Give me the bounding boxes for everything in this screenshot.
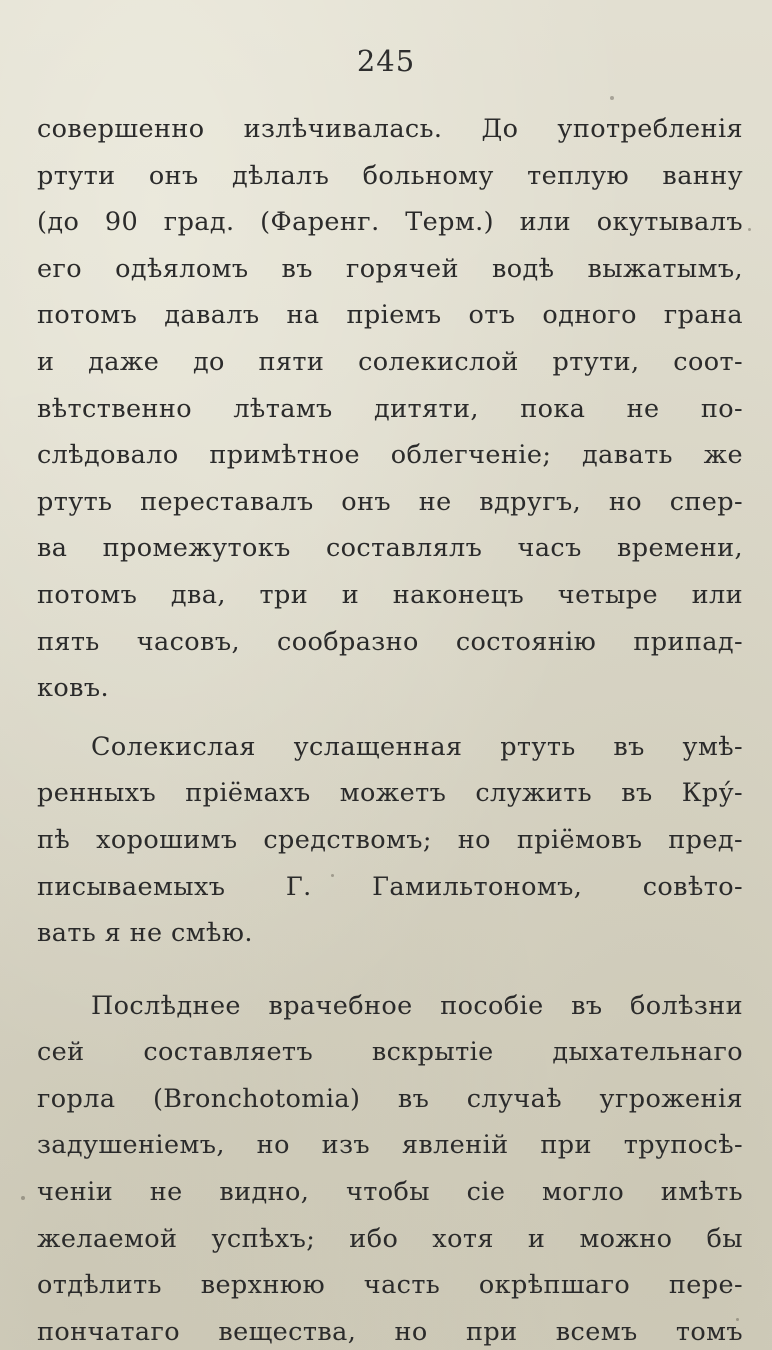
text-line: ртути онъ дѣлалъ больному теплую ванну — [37, 160, 743, 191]
paragraph — [37, 983, 743, 1350]
text-line: и даже до пяти солекислой ртути, соот- — [37, 346, 743, 377]
paper-speck — [21, 1196, 25, 1200]
text-line: пѣ хорошимъ средствомъ; но пріёмовъ пред- — [37, 824, 743, 855]
text-line: писываемыхъ Г. Гамильтономъ, совѣто- — [37, 871, 743, 902]
text-line: пять часовъ, сообразно состоянію припад- — [37, 626, 743, 657]
text-line: желаемой успѣхъ; ибо хотя и можно бы — [37, 1223, 743, 1254]
text-line: потомъ два, три и наконецъ четыре или — [37, 579, 743, 610]
text-line: ковъ. — [37, 673, 109, 704]
text-line: вать я не смѣю. — [37, 918, 253, 949]
text-line: Солекислая услащенная ртуть въ умѣ- — [91, 731, 743, 762]
paper-speck — [748, 228, 751, 231]
text-line: совершенно излѣчивалась. До употребленія — [37, 114, 743, 144]
body-text — [37, 106, 743, 1350]
text-line: сей составляетъ вскрытіе дыхательнаго — [37, 1037, 743, 1068]
paragraph-gap — [37, 957, 743, 983]
text-line: отдѣлить верхнюю часть окрѣпшаго пере- — [37, 1270, 743, 1301]
text-line: потомъ давалъ на пріемъ отъ одного грана — [37, 300, 743, 331]
text-line: Послѣднее врачебное пособіе въ болѣзни — [91, 990, 743, 1021]
paragraph — [37, 724, 743, 957]
text-line: ва промежутокъ составлялъ часъ времени, — [37, 533, 743, 564]
text-line: слѣдовало примѣтное облегченіе; давать же — [37, 440, 743, 471]
paragraph-gap — [37, 712, 743, 724]
text-line: (до 90 град. (Фаренг. Терм.) или окутывалъ — [37, 207, 743, 238]
text-line: ченіи не видно, чтобы сіе могло имѣть — [37, 1177, 743, 1208]
paragraph — [37, 106, 743, 712]
paper-speck — [610, 96, 614, 100]
text-line: пончатаго вещества, но при всемъ томъ — [37, 1316, 743, 1347]
page-number: 245 — [356, 44, 416, 78]
text-line: вѣтственно лѣтамъ дитяти, пока не по- — [37, 393, 743, 424]
text-line: его одѣяломъ въ горячей водѣ выжатымъ, — [37, 253, 743, 284]
text-line: задушеніемъ, но изъ явленій при трупосѣ- — [37, 1130, 743, 1161]
text-line: ртуть переставалъ онъ не вдругъ, но спер- — [37, 486, 743, 517]
paper-speck — [331, 874, 334, 877]
text-line: ренныхъ пріёмахъ можетъ служить въ Кру́- — [37, 778, 743, 809]
paper-speck — [736, 1318, 739, 1321]
text-line: горла (Bronchotomia) въ случаѣ угроженія — [37, 1083, 743, 1114]
